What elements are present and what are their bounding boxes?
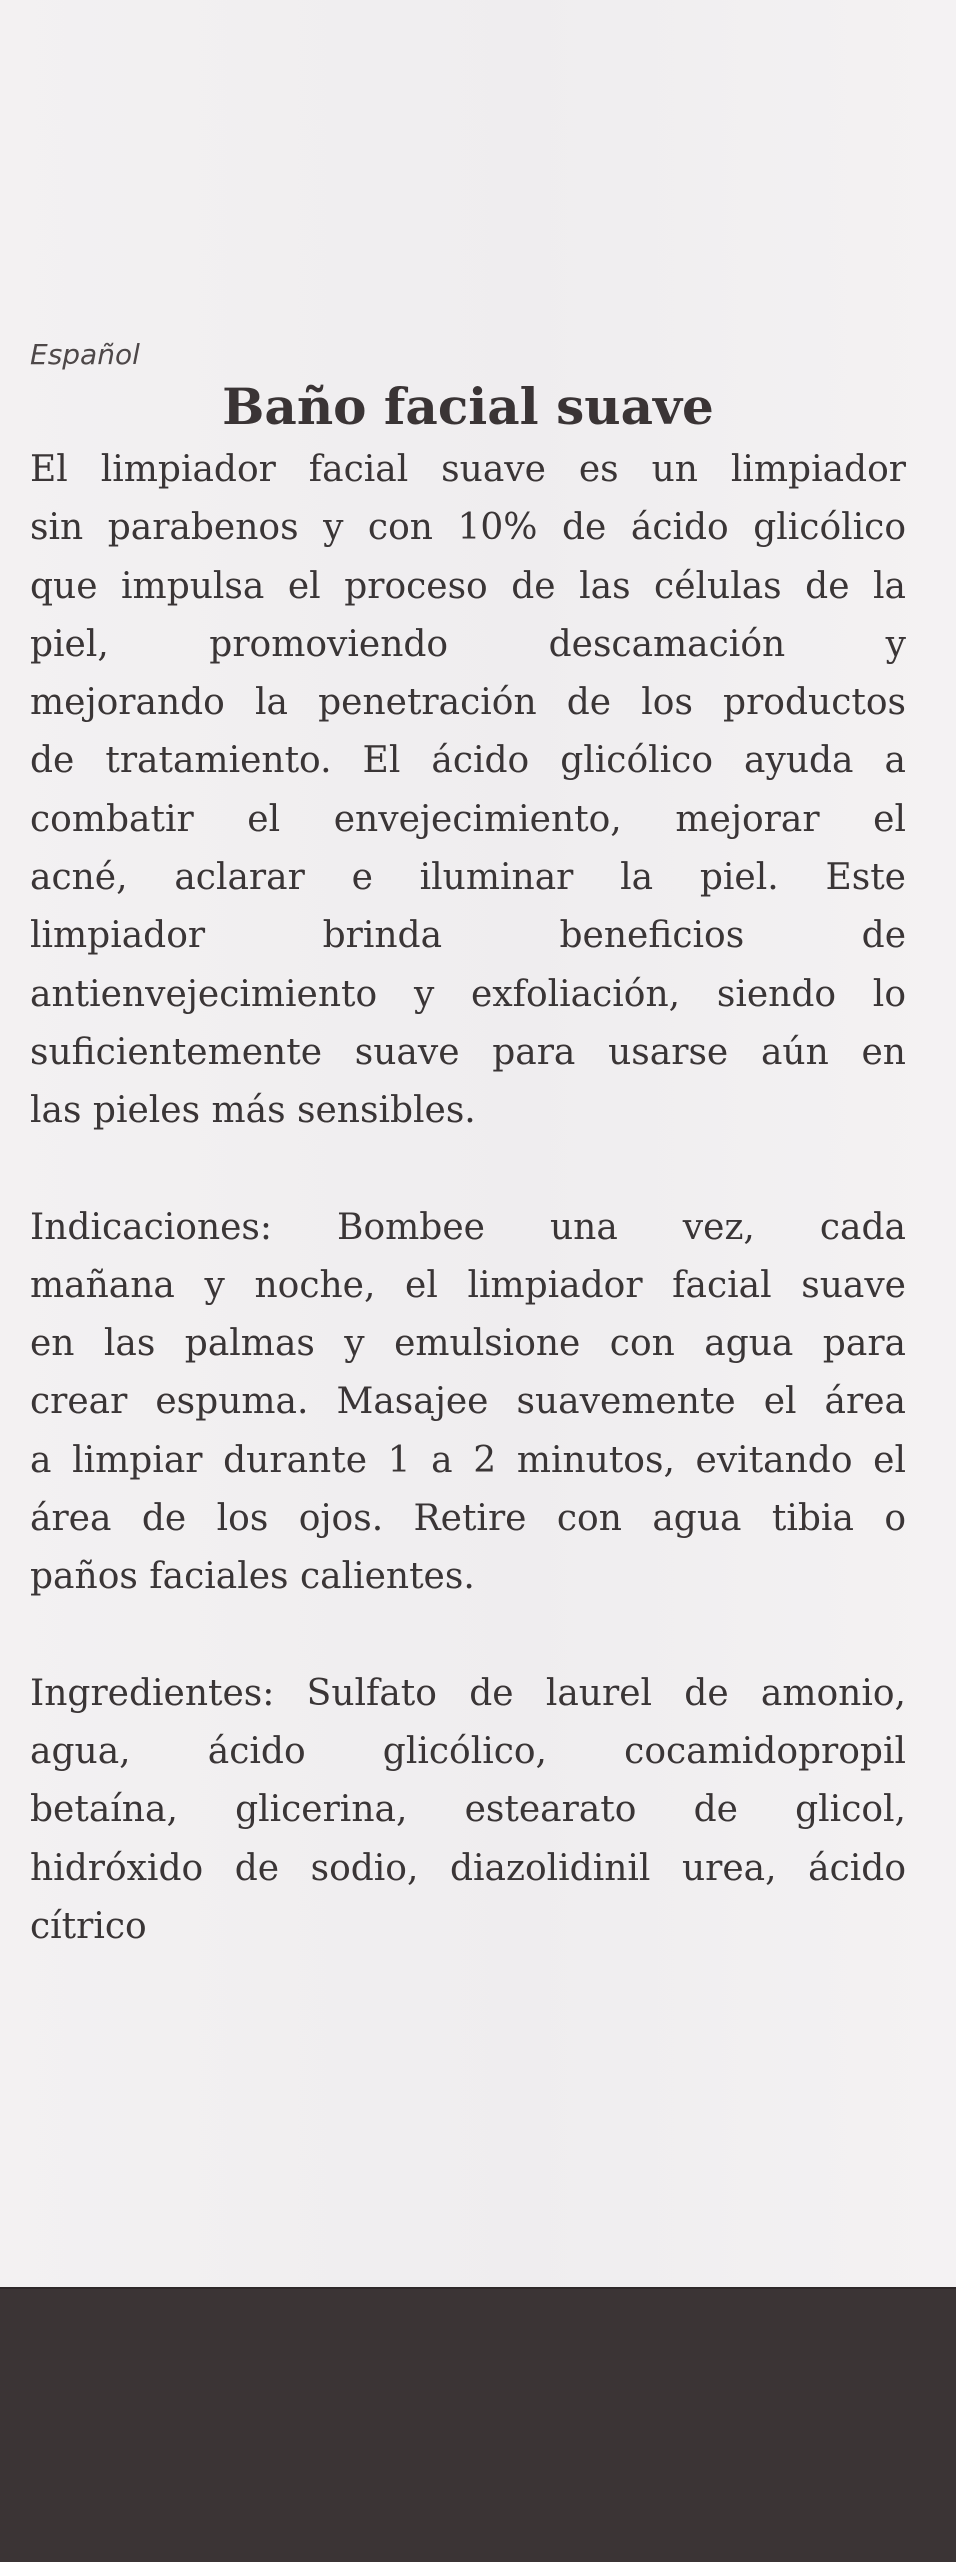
directions-line: en las palmas y emulsione con agua para xyxy=(30,1323,906,1365)
ingredients-line: betaína, glicerina, estearato de glicol, xyxy=(30,1789,906,1831)
language-label: Español xyxy=(30,338,140,371)
ingredients-line: Ingredientes: Sulfato de laurel de amonio, xyxy=(30,1672,906,1714)
ingredients-paragraph xyxy=(30,1665,906,1956)
description-line: piel, promoviendo descamación y xyxy=(30,623,906,665)
description-paragraph xyxy=(30,441,906,1141)
ingredients-line: agua, ácido glicólico, cocamidopropil xyxy=(30,1730,906,1772)
label-content xyxy=(30,335,906,1956)
ingredients-line: cítrico xyxy=(30,1905,147,1947)
description-line: las pieles más sensibles. xyxy=(30,1090,476,1132)
paragraph-gap xyxy=(30,1141,906,1199)
directions-line: crear espuma. Masajee suavemente el área xyxy=(30,1381,906,1423)
description-line: de tratamiento. El ácido glicólico ayuda a xyxy=(30,740,906,782)
directions-paragraph xyxy=(30,1199,906,1607)
description-line: antienvejecimiento y exfoliación, siendo lo xyxy=(30,973,906,1015)
directions-line: mañana y noche, el limpiador facial suave xyxy=(30,1264,906,1306)
description-line: El limpiador facial suave es un limpiador xyxy=(30,449,906,490)
directions-line: Indicaciones: Bombee una vez, cada xyxy=(30,1206,906,1248)
dark-bottom-band xyxy=(0,2287,956,2562)
description-line: acné, aclarar e iluminar la piel. Este xyxy=(30,857,906,899)
description-line: mejorando la penetración de los productos xyxy=(30,682,906,724)
description-line: combatir el envejecimiento, mejorar el xyxy=(30,798,906,840)
description-line: limpiador brinda beneficios de xyxy=(30,915,906,957)
paragraph-gap xyxy=(30,1607,906,1665)
directions-line: área de los ojos. Retire con agua tibia o xyxy=(30,1498,906,1540)
description-line: que impulsa el proceso de las células de la xyxy=(30,565,906,607)
directions-line: paños faciales calientes. xyxy=(30,1556,475,1598)
description-line: suficientemente suave para usarse aún en xyxy=(30,1031,906,1073)
description-line: sin parabenos y con 10% de ácido glicólico xyxy=(30,507,906,549)
ingredients-line: hidróxido de sodio, diazolidinil urea, ácido xyxy=(30,1847,906,1889)
product-title: Baño facial suave xyxy=(222,377,714,436)
directions-line: a limpiar durante 1 a 2 minutos, evitando el xyxy=(30,1439,906,1481)
